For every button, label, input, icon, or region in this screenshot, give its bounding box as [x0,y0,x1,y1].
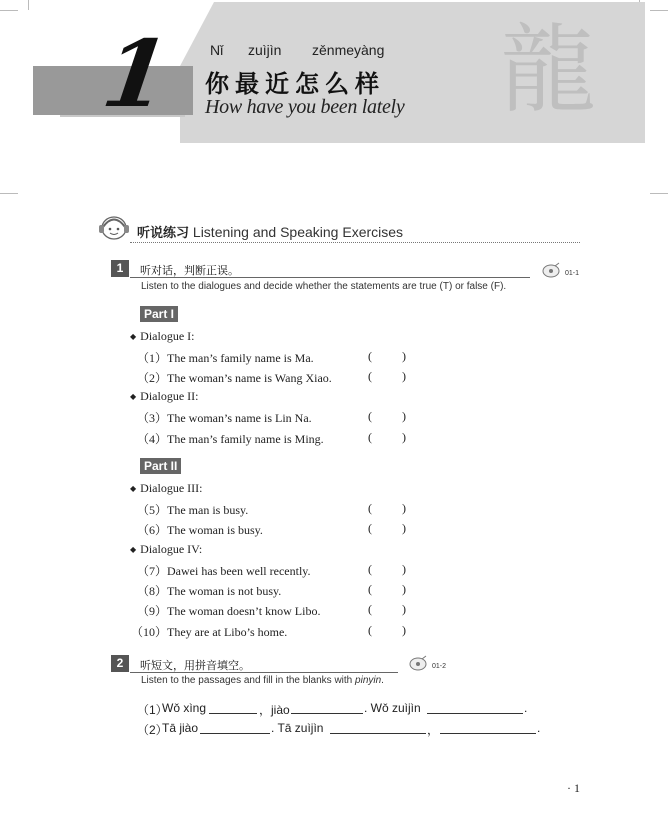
headphones-icon [97,212,131,242]
exercise-instruction-english: Listen to the dialogues and decide whether the statements are true (T) or false (F). [141,281,507,292]
pinyin-word: zěnmeyàng [312,42,385,58]
statement-number: （7） [137,564,168,578]
statement-number: （10） [131,625,168,639]
statement-number: （2） [137,371,168,385]
statement [137,582,281,599]
answer-blank[interactable]: ( ) [368,409,406,423]
fill-text: . [537,721,541,735]
statement-text: The woman’s name is Lin Na. [167,411,312,425]
exercise-number: 1 [111,260,129,277]
statement [137,369,332,386]
statement [137,521,263,538]
fill-blank[interactable] [440,733,536,734]
statement [131,623,287,640]
instruction-text: . [381,675,384,686]
lesson-title-english: How have you been lately [205,96,405,118]
fill-text: . Wǒ zuìjìn [364,701,421,715]
fill-blank[interactable] [209,713,257,714]
lesson-number: 1 [96,20,176,128]
statement-number: （1） [137,351,168,365]
statement [137,501,248,518]
answer-blank[interactable]: ( ) [368,582,406,596]
answer-blank[interactable]: ( ) [368,562,406,576]
fill-text: ， [427,723,440,737]
statement-number: （6） [137,523,168,537]
part-two-label: Part II [140,458,181,474]
instruction-italic-text: pinyin [355,675,382,686]
fill-text: . [524,701,528,715]
page-number: · 1 [567,781,580,795]
crop-mark [28,0,29,10]
fill-blank[interactable] [427,713,523,714]
fill-number: （1） [137,703,168,717]
exercise-number: 2 [111,655,129,672]
answer-blank[interactable]: ( ) [368,349,406,363]
statement-number: （8） [137,584,168,598]
dialogue-title: Dialogue II: [140,389,199,403]
dialogue-heading: ◆ Dialogue II: [130,389,199,403]
exercise-instruction-chinese: 听短文，用拼音填空。 [140,659,250,672]
answer-blank[interactable]: ( ) [368,430,406,444]
section-divider [130,242,580,243]
instruction-underline [130,277,530,278]
statement [137,602,320,619]
dialogue-title: Dialogue IV: [140,542,203,556]
pinyin-word: zuìjìn [248,42,282,58]
section-title-english: Listening and Speaking Exercises [192,224,404,240]
audio-track-label: 01-2 [432,663,447,670]
statement [137,409,312,426]
crop-mark [650,193,668,194]
fill-blank[interactable] [291,713,363,714]
fill-text: Wǒ xìng [162,701,207,715]
crop-mark [0,10,18,11]
statement-text: The woman is not busy. [167,584,282,598]
answer-blank[interactable]: ( ) [368,501,406,515]
dialogue-heading: ◆ Dialogue IV: [130,542,203,556]
section-title [137,222,403,241]
answer-blank[interactable]: ( ) [368,623,406,637]
instruction-underline [130,672,398,673]
answer-blank[interactable]: ( ) [368,602,406,616]
part-one-label: Part I [140,306,178,322]
statement-text: They are at Libo’s home. [167,625,288,639]
crop-mark [0,193,18,194]
statement-number: （3） [137,411,168,425]
fill-number: （2） [137,723,168,737]
statement-text: The woman is busy. [167,523,263,537]
audio-track-label: 01-1 [565,270,580,277]
statement-text: The woman doesn’t know Libo. [167,604,321,618]
statement [137,430,324,447]
statement-text: Dawei has been well recently. [167,564,311,578]
section-title-chinese: 听说练习 [137,226,190,241]
dragon-watermark: 龍 [500,14,596,126]
statement-text: The man’s family name is Ming. [167,432,324,446]
dialogue-heading: ◆ Dialogue I: [130,329,195,343]
dialogue-title: Dialogue III: [140,481,203,495]
fill-text: . Tā zuìjìn [271,721,324,735]
statement [137,562,311,579]
statement-text: The woman’s name is Wang Xiao. [167,371,332,385]
pinyin-word: Nǐ [210,42,224,58]
statement-number: （9） [137,604,168,618]
lesson-title-chinese: 你最近怎么样 [205,70,385,98]
instruction-text: Listen to the passages and fill in the blanks with [141,675,356,686]
answer-blank[interactable]: ( ) [368,369,406,383]
statement [137,349,314,366]
fill-blank[interactable] [200,733,270,734]
statement-text: The man is busy. [167,503,249,517]
crop-mark [650,10,668,11]
statement-number: （4） [137,432,168,446]
dialogue-title: Dialogue I: [140,329,195,343]
fill-blank[interactable] [330,733,426,734]
fill-text: ，jiào [259,703,290,717]
dialogue-heading: ◆ Dialogue III: [130,481,203,495]
answer-blank[interactable]: ( ) [368,521,406,535]
fill-text: Tā jiào [162,721,199,735]
statement-text: The man’s family name is Ma. [167,351,314,365]
exercise-instruction-chinese: 听对话，判断正误。 [140,264,239,277]
exercise-instruction-english [141,675,384,686]
statement-number: （5） [137,503,168,517]
